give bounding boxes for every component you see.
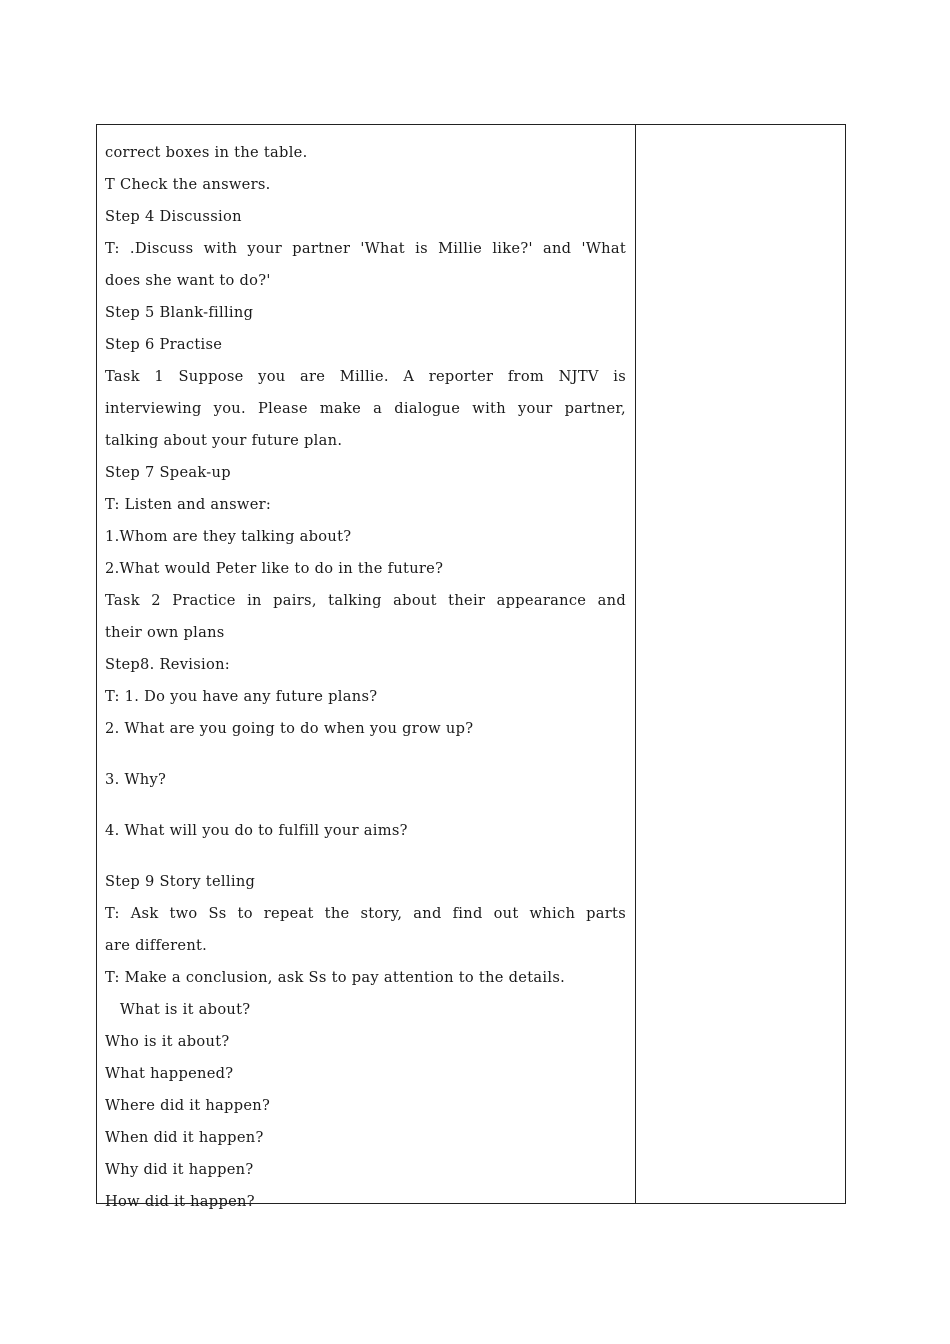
text-line: correct boxes in the table. [105, 144, 308, 161]
question-line: Where did it happen? [105, 1097, 271, 1114]
text-line: T: Make a conclusion, ask Ss to pay attention to the details. [105, 969, 566, 986]
text-line: interviewing you. Please make a dialogue with your partner, [105, 400, 626, 417]
question-line: T: 1. Do you have any future plans? [105, 688, 378, 705]
text-line: are different. [105, 937, 208, 954]
question-line: Who is it about? [105, 1033, 230, 1050]
question-line: How did it happen? [105, 1193, 255, 1210]
step-heading: Step 5 Blank-filling [105, 304, 254, 321]
question-line: 2. What are you going to do when you grow up? [105, 720, 474, 737]
question-line: 1.Whom are they talking about? [105, 528, 352, 545]
lesson-steps-cell [105, 137, 626, 1218]
text-line: T Check the answers. [105, 176, 271, 193]
text-line: T: Ask two Ss to repeat the story, and find out which parts [105, 905, 626, 922]
question-line: What happened? [105, 1065, 234, 1082]
notes-cell [636, 125, 845, 1203]
text-line: does she want to do?' [105, 272, 271, 289]
text-line: talking about your future plan. [105, 432, 343, 449]
text-line: T: .Discuss with your partner 'What is Millie like?' and 'What [105, 240, 626, 257]
step-heading: Step 9 Story telling [105, 873, 256, 890]
question-line: 3. Why? [105, 771, 167, 788]
text-line: their own plans [105, 624, 225, 641]
question-line: Why did it happen? [105, 1161, 254, 1178]
question-line: What is it about? [105, 1001, 251, 1018]
text-line: Task 2 Practice in pairs, talking about their appearance and [105, 592, 626, 609]
question-line: 4. What will you do to fulfill your aims? [105, 822, 408, 839]
text-line: Task 1 Suppose you are Millie. A reporter from NJTV is [105, 368, 626, 385]
step-heading: Step8. Revision: [105, 656, 230, 673]
text-line: T: Listen and answer: [105, 496, 272, 513]
question-line: When did it happen? [105, 1129, 264, 1146]
step-heading: Step 7 Speak-up [105, 464, 231, 481]
step-heading: Step 6 Practise [105, 336, 223, 353]
question-line: 2.What would Peter like to do in the future? [105, 560, 444, 577]
lesson-plan-table [96, 124, 846, 1210]
step-heading: Step 4 Discussion [105, 208, 242, 225]
